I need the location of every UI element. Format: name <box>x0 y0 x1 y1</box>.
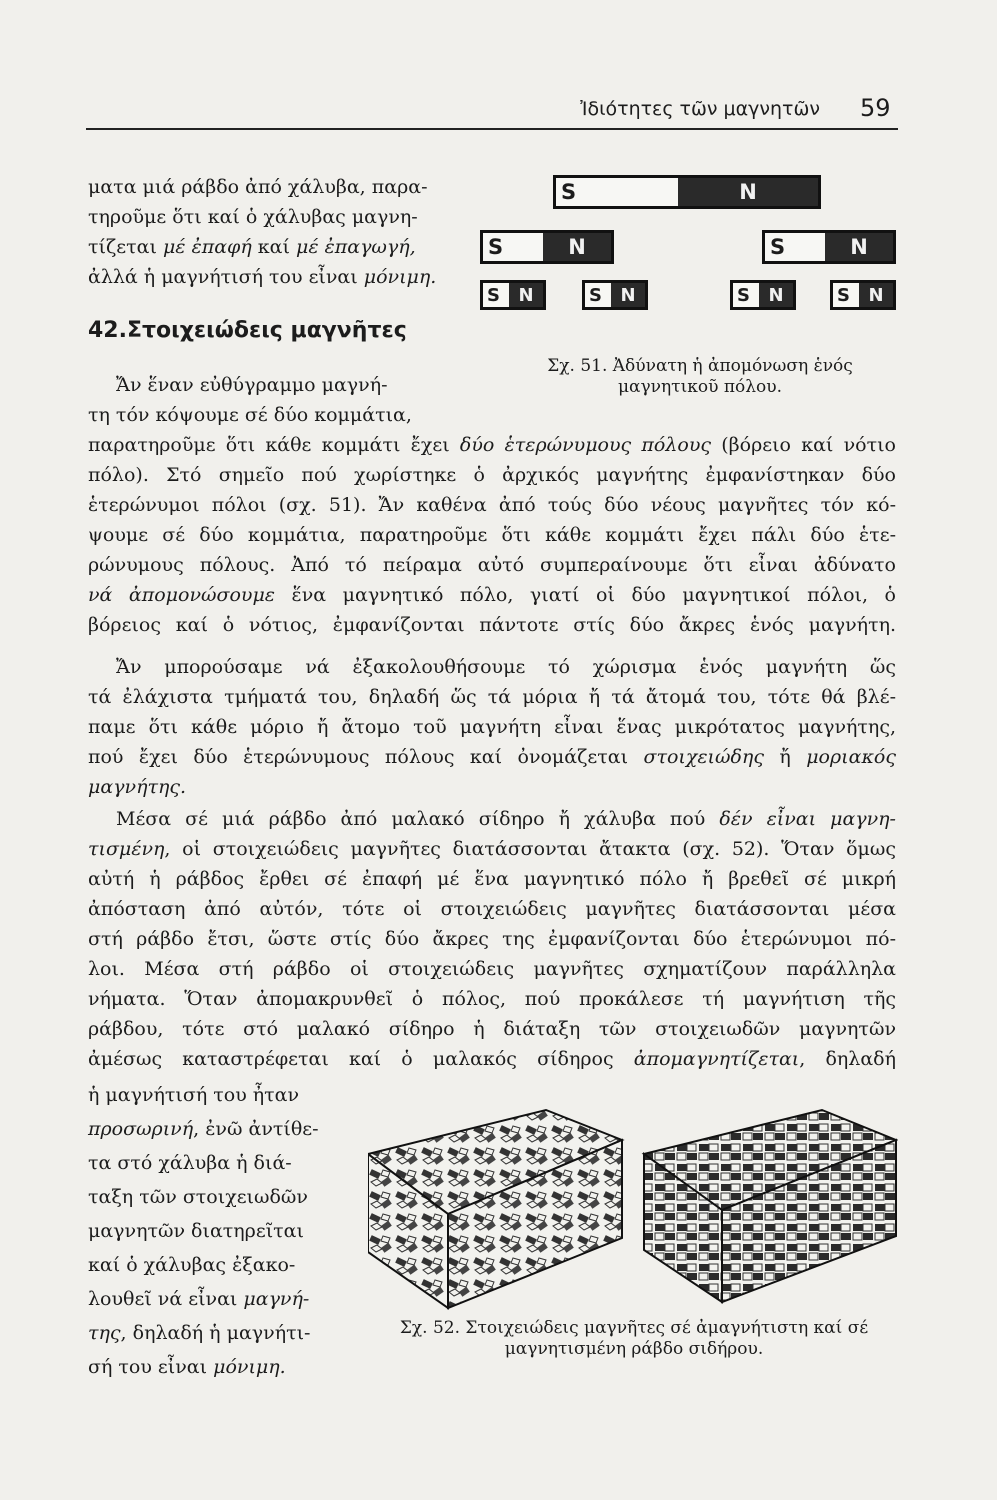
text-line: ἀμέσως καταστρέφεται καί ὁ μαλακός σίδηρος ἀπομαγνητίζεται, δηλαδή <box>88 1048 897 1070</box>
north-pole-label: N <box>543 233 611 261</box>
text-line: Ἄν ἕναν εὐθύγραμμο μαγνή- <box>116 374 388 396</box>
page-number: 59 <box>860 94 891 122</box>
text-line: της, δηλαδή ἡ μαγνήτι- <box>88 1322 311 1344</box>
south-pole-label: S <box>488 235 504 259</box>
magnet-quarter <box>480 280 546 310</box>
text-line: βόρειος καί ὁ νότιος, ἐμφανίζονται πάντοτε στίς δύο ἄκρες ἑνός μαγνήτη. <box>88 614 896 636</box>
text-line: Μέσα σέ μιά ράβδο ἀπό μαλακό σίδηρο ἤ χάλυβα πού δέν εἶναι μαγνη- <box>116 808 896 830</box>
south-pole-label: S <box>561 180 577 204</box>
text-line: ἀπόσταση ἀπό αὐτόν, τότε οἱ στοιχειώδεις μαγνῆτες διατάσσονται μέσα <box>88 898 896 920</box>
text-line: τηροῦμε ὅτι καί ὁ χάλυβας μαγνη- <box>88 206 418 228</box>
text-line: ψουμε σέ δύο κομμάτια, παρατηροῦμε ὅτι κάθε κομμάτι ἔχει πάλι δύο ἑτε- <box>88 524 896 546</box>
text-line: λουθεῖ νά εἶναι μαγνή- <box>88 1288 310 1310</box>
text-line: τα στό χάλυβα ἡ διά- <box>88 1152 292 1174</box>
text-line: νά ἀπομονώσουμε ἕνα μαγνητικό πόλο, γιατί οἱ δύο μαγνητικοί πόλοι, ὁ <box>88 584 896 606</box>
south-pole-label: S <box>770 235 786 259</box>
text-line: ταξη τῶν στοιχειωδῶν <box>88 1186 308 1208</box>
text-line: προσωρινή, ἐνῶ ἀντίθε- <box>88 1118 319 1140</box>
text-line: τίζεται μέ ἐπαφή καί μέ ἐπαγωγή, <box>88 236 416 258</box>
text-line: ἡ μαγνήτισή του ἦταν <box>88 1084 300 1106</box>
text-line: καί ὁ χάλυβας ἐξακο- <box>88 1254 296 1276</box>
caption-line: Σχ. 52. Στοιχειώδεις μαγνῆτες σέ ἀμαγνήτιστη καί σέ <box>399 1318 869 1338</box>
text-line: ρώνυμους πόλους. Ἀπό τό πείραμα αὐτό συμπεραίνουμε ὅτι εἶναι ἀδύνατο <box>88 554 896 576</box>
south-pole-label: S <box>737 284 750 306</box>
north-pole-label: N <box>859 283 893 307</box>
north-pole-label: N <box>759 283 793 307</box>
header-rule <box>86 128 898 130</box>
text-line: πού ἔχει δύο ἑτερώνυμους πόλους καί ὀνομάζεται στοιχειώδης ἤ μοριακός <box>88 746 896 768</box>
magnet-quarter <box>730 280 796 310</box>
text-line: στή ράβδο ἔτσι, ὥστε στίς δύο ἄκρες της ἐμφανίζονται δύο ἑτερώνυμοι πό- <box>88 928 896 950</box>
figure-52-caption <box>372 1318 896 1360</box>
south-pole-label: S <box>589 284 602 306</box>
unmagnetized-bar <box>368 1110 622 1308</box>
text-line: παμε ὅτι κάθε μόριο ἤ ἄτομο τοῦ μαγνήτη εἶναι ἕνας μικρότατος μαγνήτης, <box>88 716 896 738</box>
caption-line: μαγνητικοῦ πόλου. <box>617 377 783 397</box>
magnet-half-right <box>762 230 896 264</box>
text-line: Ἄν μπορούσαμε νά ἐξακολουθήσουμε τό χώρισμα ἑνός μαγνήτη ὥς <box>116 656 896 678</box>
figure-51-caption <box>520 356 880 398</box>
south-pole-label: S <box>837 284 850 306</box>
text-line: νήματα. Ὅταν ἀπομακρυνθεῖ ὁ πόλος, πού προκάλεσε τή μαγνήτιση τῆς <box>88 988 896 1010</box>
text-line: τη τόν κόψουμε σέ δύο κομμάτια, <box>88 404 412 426</box>
magnet-quarter <box>582 280 648 310</box>
south-pole-label: S <box>487 284 500 306</box>
section-heading: 42.Στοιχειώδεις μαγνῆτες <box>88 318 407 343</box>
text-line: μαγνητῶν διατηρεῖται <box>88 1220 304 1242</box>
magnet-quarter <box>830 280 896 310</box>
text-line: ματα μιά ράβδο ἀπό χάλυβα, παρα- <box>88 176 428 198</box>
text-line: μαγνήτης. <box>88 776 187 798</box>
magnet-half-left <box>480 230 614 264</box>
figure-52-illustration <box>368 1102 898 1312</box>
text-line: αὐτή ἡ ράβδος ἔρθει σέ ἐπαφή μέ ἕνα μαγνητικό πόλο ἤ βρεθεῖ σέ μικρή <box>88 868 896 890</box>
text-line: ἑτερώνυμοι πόλοι (σχ. 51). Ἄν καθένα ἀπό τούς δύο νέους μαγνῆτες τόν κό- <box>88 494 896 516</box>
text-line: πόλο). Στό σημεῖο πού χωρίστηκε ὁ ἀρχικός μαγνήτης ἐμφανίστηκαν δύο <box>88 464 896 486</box>
text-line: ράβδου, τότε στό μαλακό σίδηρο ἡ διάταξη τῶν στοιχειωδῶν μαγνητῶν <box>88 1018 896 1040</box>
magnet-full <box>553 175 821 209</box>
text-line: σή του εἶναι μόνιμη. <box>88 1356 286 1378</box>
caption-line: Σχ. 51. Ἀδύνατη ἡ ἀπομόνωση ἑνός <box>547 356 853 376</box>
north-pole-label: N <box>611 283 645 307</box>
text-line: τά ἐλάχιστα τμήματά του, δηλαδή ὥς τά μόρια ἤ τά ἄτομά του, τότε θά βλέ- <box>88 686 896 708</box>
text-line: τισμένη, οἱ στοιχειώδεις μαγνῆτες διατάσσονται ἄτακτα (σχ. 52). Ὅταν ὅμως <box>88 838 896 860</box>
north-pole-label: N <box>509 283 543 307</box>
text-line: λοι. Μέσα στή ράβδο οἱ στοιχειώδεις μαγνῆτες σχηματίζουν παράλληλα <box>88 958 896 980</box>
text-line: παρατηροῦμε ὅτι κάθε κομμάτι ἔχει δύο ἑτερώνυμους πόλους (βόρειο καί νότιο <box>88 434 896 456</box>
north-pole-label: N <box>825 233 893 261</box>
magnetized-bar <box>644 1110 896 1302</box>
text-line: ἀλλά ἡ μαγνήτισή του εἶναι μόνιμη. <box>88 266 437 288</box>
caption-line: μαγνητισμένη ράβδο σιδήρου. <box>504 1339 764 1359</box>
north-pole-label: N <box>678 178 818 206</box>
running-head: Ἰδιότητες τῶν μαγνητῶν <box>580 98 820 120</box>
